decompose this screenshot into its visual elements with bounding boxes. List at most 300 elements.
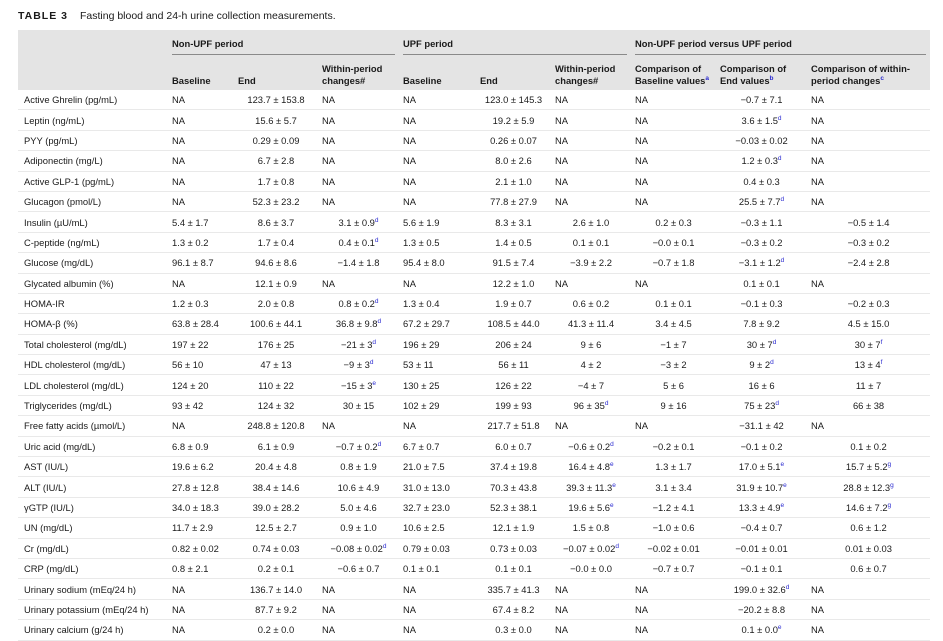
header-group-row — [18, 30, 930, 55]
table-row — [18, 416, 930, 436]
table-cell — [234, 436, 318, 456]
table-cell — [807, 620, 930, 640]
table-cell — [234, 334, 318, 354]
table-cell — [716, 151, 807, 171]
table-cell — [234, 395, 318, 415]
table-cell — [716, 518, 807, 538]
cell-value: 206 ± 24 — [495, 338, 532, 350]
row-label: HOMA-β (%) — [24, 318, 78, 330]
cell-value: −0.07 ± 0.02 — [563, 542, 616, 554]
table-cell — [476, 497, 551, 517]
table-cell — [807, 110, 930, 130]
cell-value: −0.0 ± 0.1 — [652, 236, 695, 248]
col-end-upf: End — [476, 55, 551, 90]
cell-value: 38.4 ± 14.6 — [252, 481, 300, 493]
cell-value: NA — [635, 134, 649, 146]
cell-value: NA — [172, 114, 186, 126]
cell-value: −0.7 ± 1.8 — [652, 257, 695, 269]
cell-value: 96.1 ± 8.7 — [172, 257, 214, 269]
table-cell — [716, 212, 807, 232]
table-cell — [716, 375, 807, 395]
data-table — [18, 30, 930, 641]
table-cell — [807, 538, 930, 558]
table-row — [18, 293, 930, 313]
table-cell — [234, 314, 318, 334]
cell-value: −0.01 ± 0.01 — [735, 542, 788, 554]
table-cell — [551, 293, 631, 313]
cell-value: NA — [172, 196, 186, 208]
table-cell — [168, 477, 234, 497]
table-cell — [716, 497, 807, 517]
table-cell — [476, 477, 551, 497]
cell-value: NA — [555, 134, 569, 146]
cell-value: 27.8 ± 12.8 — [172, 481, 219, 493]
table-row — [18, 538, 930, 558]
table-cell — [168, 90, 234, 110]
table-body — [18, 90, 930, 640]
table-cell — [551, 314, 631, 334]
table-cell — [551, 171, 631, 191]
cell-value: NA — [811, 277, 825, 289]
cell-value: −0.02 ± 0.01 — [647, 542, 700, 554]
table-row — [18, 599, 930, 619]
table-cell — [168, 579, 234, 599]
cell-value: −3 ± 2 — [660, 359, 687, 371]
table-cell — [168, 355, 234, 375]
cell-value: 3.6 ± 1.5 — [741, 114, 778, 126]
table-cell — [318, 212, 399, 232]
cell-value: 1.3 ± 0.5 — [403, 236, 440, 248]
cell-value: 0.1 ± 0.1 — [655, 298, 692, 310]
table-row — [18, 518, 930, 538]
table-cell — [716, 273, 807, 293]
table-cell — [551, 110, 631, 130]
footnote-marker: d — [775, 399, 779, 407]
table-row — [18, 253, 930, 273]
table-row — [18, 273, 930, 293]
cell-value: 7.8 ± 9.2 — [743, 318, 780, 330]
cell-value: 1.2 ± 0.3 — [172, 298, 209, 310]
cell-value: NA — [811, 114, 825, 126]
group-upf-header: UPF period — [399, 30, 631, 55]
cell-value: −0.2 ± 0.1 — [652, 440, 695, 452]
cell-value: NA — [635, 175, 649, 187]
cell-value: 248.8 ± 120.8 — [247, 420, 305, 432]
table-cell — [168, 395, 234, 415]
table-row — [18, 497, 930, 517]
cell-value: 6.7 ± 2.8 — [257, 155, 295, 167]
table-cell — [807, 599, 930, 619]
cell-value: NA — [811, 134, 825, 146]
cell-value: 9 ± 16 — [660, 400, 687, 412]
footnote-marker: d — [369, 359, 374, 367]
cell-value: 1.5 ± 0.8 — [572, 522, 610, 534]
table-row — [18, 212, 930, 232]
footnote-marker: g — [887, 501, 892, 509]
cell-value: 108.5 ± 44.0 — [487, 318, 540, 330]
table-cell — [399, 314, 476, 334]
table-cell — [631, 558, 716, 578]
cell-value: 31.0 ± 13.0 — [403, 481, 450, 493]
row-label: Insulin (µU/mL) — [24, 216, 88, 228]
table-cell — [399, 151, 476, 171]
col-end-nonupf: End — [234, 55, 318, 90]
table-label: TABLE 3 — [18, 10, 68, 22]
cell-value: 102 ± 29 — [403, 400, 440, 412]
table-cell — [318, 416, 399, 436]
cell-value: NA — [172, 134, 186, 146]
col-baseline-upf: Baseline — [399, 55, 476, 90]
cell-value: 10.6 ± 4.9 — [337, 481, 380, 493]
cell-value: −0.5 ± 1.4 — [847, 216, 890, 228]
footnote-marker: d — [604, 399, 609, 407]
table-cell — [399, 620, 476, 640]
table-row — [18, 375, 930, 395]
cell-value: −31.1 ± 42 — [739, 420, 784, 432]
table-row — [18, 151, 930, 171]
cell-value: 1.9 ± 0.7 — [495, 298, 532, 310]
table-cell — [399, 477, 476, 497]
table-cell — [168, 457, 234, 477]
table-cell — [318, 375, 399, 395]
cell-value: NA — [403, 583, 417, 595]
cell-value: 0.6 ± 0.7 — [850, 563, 887, 575]
table-cell — [807, 293, 930, 313]
row-label: Uric acid (mg/dL) — [24, 440, 96, 452]
cell-value: −20.2 ± 8.8 — [737, 603, 786, 615]
table-cell — [476, 395, 551, 415]
row-label: Adiponectin (mg/L) — [24, 155, 103, 167]
table-cell — [716, 599, 807, 619]
table-cell — [551, 90, 631, 110]
cell-value: −0.3 ± 0.2 — [740, 236, 783, 248]
cell-value: NA — [172, 94, 186, 106]
cell-value: 0.8 ± 0.2 — [338, 298, 375, 310]
table-cell — [168, 334, 234, 354]
table-cell — [318, 171, 399, 191]
footnote-marker: f — [880, 338, 883, 346]
footnote-marker: d — [382, 542, 387, 550]
table-cell — [716, 293, 807, 313]
table-cell — [234, 110, 318, 130]
table-cell — [399, 416, 476, 436]
table-cell — [807, 416, 930, 436]
cell-value: NA — [172, 420, 186, 432]
cell-value: NA — [403, 420, 417, 432]
row-label: Active Ghrelin (pg/mL) — [24, 94, 118, 106]
table-cell — [168, 538, 234, 558]
table-cell — [168, 558, 234, 578]
cell-value: 11 ± 7 — [855, 379, 882, 391]
table-cell — [807, 375, 930, 395]
table-cell — [318, 395, 399, 415]
cell-value: NA — [635, 277, 649, 289]
cell-value: −1.0 ± 0.6 — [652, 522, 695, 534]
table-cell — [716, 171, 807, 191]
footnote-marker: d — [610, 440, 614, 448]
cell-value: 11.7 ± 2.9 — [172, 522, 213, 534]
table-cell — [399, 375, 476, 395]
table-cell — [631, 395, 716, 415]
cell-value: 0.4 ± 0.1 — [338, 236, 375, 248]
cell-value: 4.5 ± 15.0 — [847, 318, 890, 330]
cell-value: NA — [172, 624, 186, 636]
cell-value: 52.3 ± 23.2 — [252, 196, 300, 208]
table-cell — [476, 314, 551, 334]
cell-value: 8.0 ± 2.6 — [495, 155, 532, 167]
footnote-marker: d — [377, 440, 382, 448]
table-caption — [18, 10, 336, 22]
footnote-marker: d — [772, 338, 777, 346]
table-cell — [399, 599, 476, 619]
table-cell — [476, 191, 551, 211]
table-row — [18, 314, 930, 334]
cell-value: NA — [555, 603, 569, 615]
table-cell — [168, 253, 234, 273]
cell-value: 1.2 ± 0.3 — [741, 155, 778, 167]
cell-value: −0.1 ± 0.1 — [740, 563, 783, 575]
table-cell — [631, 538, 716, 558]
table-cell — [807, 334, 930, 354]
cell-value: 0.01 ± 0.03 — [845, 542, 892, 554]
table-cell — [234, 620, 318, 640]
cell-value: 0.1 ± 0.1 — [495, 563, 532, 575]
row-label: CRP (mg/dL) — [24, 563, 79, 575]
table-cell — [168, 110, 234, 130]
cell-value: 1.4 ± 0.5 — [495, 236, 532, 248]
cell-value: NA — [322, 134, 336, 146]
table-row — [18, 395, 930, 415]
table-cell — [551, 375, 631, 395]
table-cell — [399, 395, 476, 415]
table-cell — [168, 273, 234, 293]
table-cell — [551, 579, 631, 599]
group-versus-header: Non-UPF period versus UPF period — [631, 30, 930, 55]
cell-value: NA — [322, 277, 336, 289]
table-row — [18, 90, 930, 110]
table-cell — [234, 599, 318, 619]
col-within-upf: Within-period changes# — [551, 55, 631, 90]
cell-value: −1 ± 7 — [660, 338, 687, 350]
cell-value: 13 ± 4 — [854, 359, 881, 371]
cell-value: NA — [635, 583, 649, 595]
table-cell — [807, 457, 930, 477]
table-row — [18, 436, 930, 456]
table-row — [18, 110, 930, 130]
cell-value: 199.0 ± 32.6 — [733, 583, 786, 595]
cell-value: NA — [172, 603, 186, 615]
col-within-nonupf: Within-period changes# — [318, 55, 399, 90]
cell-value: NA — [555, 94, 569, 106]
table-cell — [476, 518, 551, 538]
cell-value: 0.1 ± 0.1 — [403, 563, 440, 575]
footnote-marker: d — [777, 155, 782, 163]
cell-value: −3.1 ± 1.2 — [738, 257, 781, 269]
table-cell — [476, 538, 551, 558]
footnote-marker: e — [610, 461, 614, 469]
table-cell — [318, 579, 399, 599]
footnote-marker: e — [612, 481, 616, 489]
cell-value: 25.5 ± 7.7 — [738, 196, 781, 208]
cell-value: 0.2 ± 0.0 — [257, 624, 295, 636]
table-cell — [551, 620, 631, 640]
cell-value: 2.0 ± 0.8 — [257, 298, 295, 310]
cell-value: NA — [403, 624, 417, 636]
table-cell — [399, 171, 476, 191]
table-cell — [476, 110, 551, 130]
table-cell — [318, 518, 399, 538]
table-cell — [716, 395, 807, 415]
cell-value: 126 ± 22 — [495, 379, 532, 391]
table-row — [18, 232, 930, 252]
table-cell — [168, 518, 234, 538]
table-cell — [716, 477, 807, 497]
cell-value: 77.8 ± 27.9 — [490, 196, 537, 208]
table-cell — [631, 477, 716, 497]
footnote-marker: e — [372, 379, 377, 387]
table-cell — [551, 497, 631, 517]
footnote-marker: e — [610, 501, 614, 509]
table-cell — [807, 436, 930, 456]
cell-value: 93 ± 42 — [172, 400, 204, 412]
cell-value: 53 ± 11 — [403, 359, 434, 371]
footnote-marker: g — [890, 481, 894, 489]
table-cell — [716, 130, 807, 150]
cell-value: NA — [403, 155, 417, 167]
cell-value: NA — [172, 583, 186, 595]
cell-value: NA — [403, 277, 417, 289]
cell-value: 28.8 ± 12.3 — [843, 481, 891, 493]
table-cell — [631, 191, 716, 211]
cell-value: 2.1 ± 1.0 — [495, 175, 532, 187]
cell-value: 8.3 ± 3.1 — [495, 216, 532, 228]
row-label: Urinary sodium (mEq/24 h) — [24, 583, 137, 595]
table-cell — [318, 130, 399, 150]
table-cell — [807, 151, 930, 171]
table-row — [18, 355, 930, 375]
table-cell — [168, 151, 234, 171]
cell-value: 0.8 ± 1.9 — [340, 461, 377, 473]
table-cell — [234, 191, 318, 211]
cell-value: 0.1 ± 0.1 — [572, 236, 610, 248]
cell-value: 12.1 ± 1.9 — [492, 522, 535, 534]
table-cell — [399, 293, 476, 313]
cell-value: 0.6 ± 0.2 — [572, 298, 610, 310]
cell-value: 6.0 ± 0.7 — [495, 440, 532, 452]
cell-value: NA — [322, 583, 336, 595]
table-cell — [318, 314, 399, 334]
table-row — [18, 477, 930, 497]
cell-value: NA — [403, 134, 417, 146]
table-cell — [399, 273, 476, 293]
table-cell — [234, 273, 318, 293]
table-cell — [807, 395, 930, 415]
table-cell — [631, 375, 716, 395]
cell-value: NA — [811, 624, 825, 636]
table-cell — [551, 538, 631, 558]
table-cell — [318, 191, 399, 211]
cell-value: 19.6 ± 5.6 — [568, 502, 611, 513]
cell-value: 0.73 ± 0.03 — [490, 542, 537, 554]
cell-value: 9 ± 2 — [749, 359, 771, 371]
cell-value: −0.3 ± 1.1 — [740, 216, 783, 228]
table-cell — [716, 416, 807, 436]
footnote-marker: d — [372, 338, 377, 346]
table-cell — [234, 212, 318, 232]
table-cell — [399, 334, 476, 354]
cell-value: 1.3 ± 1.7 — [655, 461, 692, 473]
cell-value: 16 ± 6 — [748, 379, 775, 391]
cell-value: NA — [811, 196, 825, 208]
table-cell — [168, 191, 234, 211]
cell-value: −0.7 ± 7.1 — [740, 94, 783, 106]
table-cell — [631, 232, 716, 252]
table-cell — [476, 620, 551, 640]
table-cell — [551, 191, 631, 211]
footnote-marker: e — [780, 501, 785, 509]
table-cell — [318, 90, 399, 110]
table-cell — [551, 151, 631, 171]
table-cell — [318, 599, 399, 619]
cell-value: 19.2 ± 5.9 — [492, 114, 535, 126]
table-row — [18, 579, 930, 599]
row-label: HOMA-IR — [24, 298, 65, 310]
cell-value: NA — [322, 603, 336, 615]
header-blank — [18, 30, 168, 55]
group-nonupf-header: Non-UPF period — [168, 30, 399, 55]
cell-value: 21.0 ± 7.5 — [403, 461, 445, 473]
cell-value: −2.4 ± 2.8 — [847, 257, 890, 269]
cell-value: 0.79 ± 0.03 — [403, 542, 450, 554]
cell-value: NA — [555, 196, 569, 208]
table-cell — [476, 355, 551, 375]
cell-value: 67.4 ± 8.2 — [492, 603, 535, 615]
table-cell — [234, 518, 318, 538]
cell-value: 16.4 ± 4.8 — [568, 461, 611, 473]
table-cell — [399, 538, 476, 558]
row-label: Triglycerides (mg/dL) — [24, 400, 112, 412]
table-cell — [234, 171, 318, 191]
cell-value: NA — [172, 155, 186, 167]
cell-value: −0.7 ± 0.7 — [652, 563, 695, 575]
cell-value: 1.7 ± 0.4 — [257, 236, 295, 248]
cell-value: 39.0 ± 28.2 — [252, 502, 300, 513]
cell-value: NA — [403, 196, 417, 208]
table-cell — [476, 212, 551, 232]
row-label: LDL cholesterol (mg/dL) — [24, 379, 124, 391]
cell-value: 3.1 ± 0.9 — [338, 216, 375, 228]
cell-value: 0.2 ± 0.1 — [257, 563, 295, 575]
table-cell — [168, 620, 234, 640]
table-cell — [551, 334, 631, 354]
cell-value: 0.1 ± 0.0 — [741, 624, 778, 636]
cell-value: 13.3 ± 4.9 — [738, 502, 781, 513]
table-row — [18, 334, 930, 354]
table-cell — [399, 518, 476, 538]
cell-value: 36.8 ± 9.8 — [335, 318, 378, 330]
cell-value: 0.82 ± 0.02 — [172, 542, 219, 554]
cell-value: NA — [811, 94, 825, 106]
table-cell — [551, 212, 631, 232]
table-cell — [716, 232, 807, 252]
cell-value: −0.6 ± 0.7 — [337, 563, 380, 575]
table-cell — [631, 518, 716, 538]
table-cell — [551, 457, 631, 477]
cell-value: 4 ± 2 — [580, 359, 602, 371]
table-cell — [399, 212, 476, 232]
table-cell — [631, 110, 716, 130]
cell-value: NA — [555, 175, 569, 187]
